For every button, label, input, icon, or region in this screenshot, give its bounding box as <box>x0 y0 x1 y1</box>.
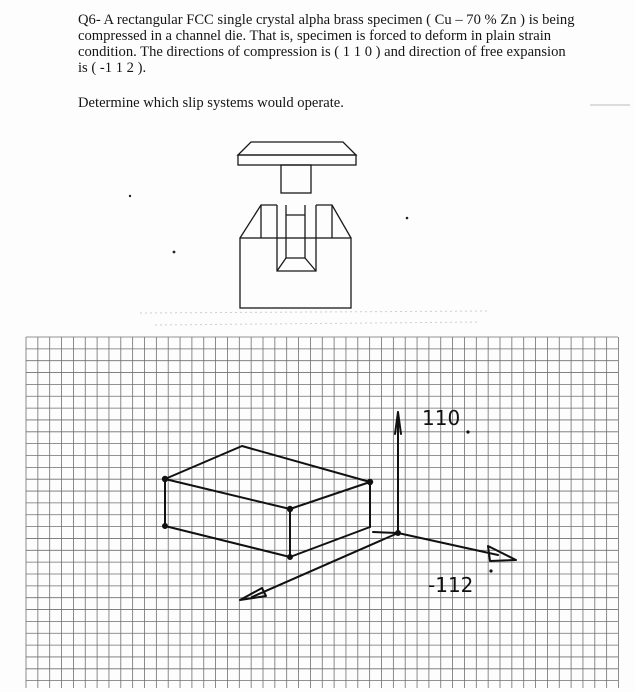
dot-mark <box>466 430 469 433</box>
depth-axis-line <box>252 533 398 597</box>
speck <box>129 195 131 197</box>
speck <box>173 251 176 254</box>
channel-die-diagram <box>238 142 356 308</box>
dot-mark <box>489 569 492 572</box>
question-text: Q6- A rectangular FCC single crystal alpha brass specimen ( Cu – 70 % Zn ) is being compressed in a channel die. That is, specimen is forced to deform in plain strain condition. The directions of compression is ( 1 1 0 ) and direction of free expansion is ( -1 1 2 ). <box>78 12 575 76</box>
horizontal-axis-line <box>398 533 498 555</box>
axis-label-110: 110 <box>422 406 461 430</box>
axis-label-minus-112: -112 <box>428 573 474 597</box>
die-block <box>240 205 351 308</box>
instruction-text: Determine which slip systems would operate. <box>78 95 344 111</box>
graph-paper-grid <box>26 337 619 688</box>
scan-artifacts <box>140 311 490 325</box>
punch <box>238 142 356 193</box>
depth-axis-arrow <box>240 588 266 600</box>
speck <box>406 217 409 220</box>
